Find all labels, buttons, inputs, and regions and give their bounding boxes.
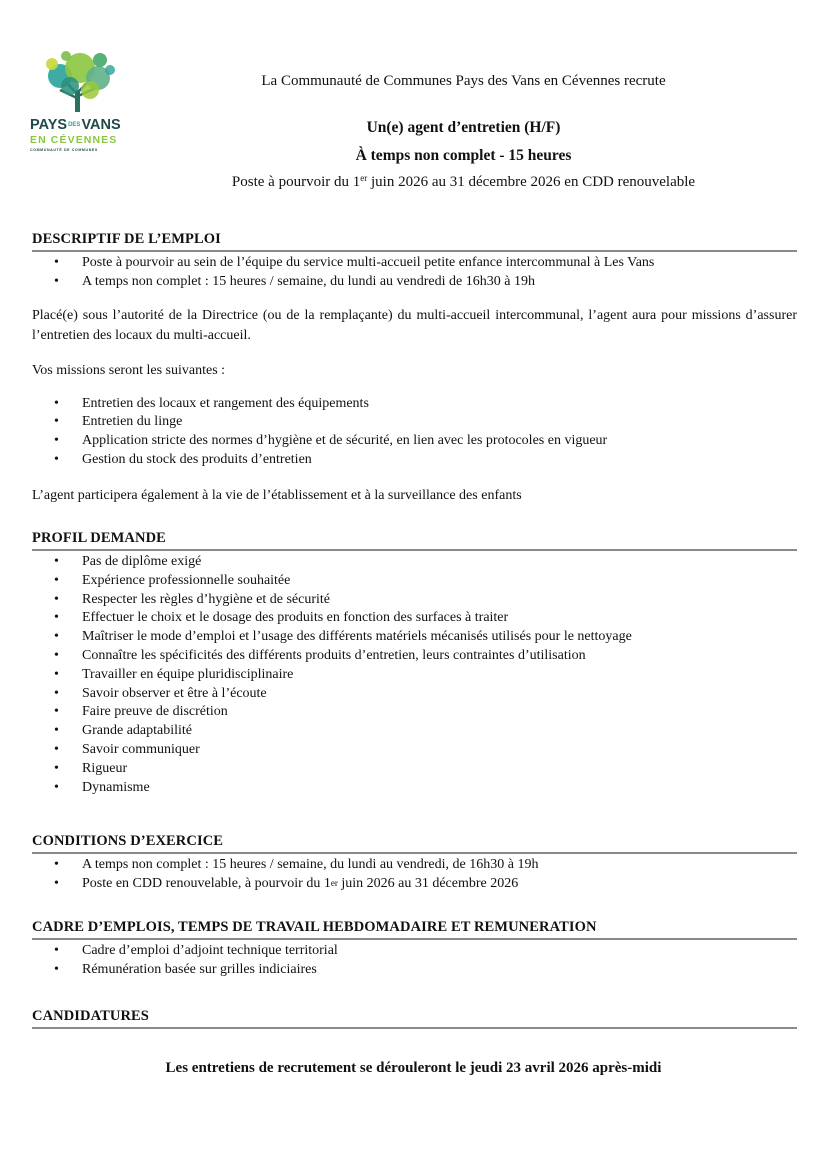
list-item: • Rigueur xyxy=(32,760,797,779)
logo-text-pays: PAYS xyxy=(30,117,68,133)
job-period-start: Poste à pourvoir du 1 xyxy=(231,174,361,190)
descriptif-paragraph: Placé(e) sous l’autorité de la Directrice (ou de la remplaçante) du multi-accueil intercommunal, l’agent aura pour missions d’assurer l’entretien des locaux du multi-accueil. xyxy=(32,307,797,343)
descriptif-closing: L’agent participera également à la vie de l’établissement et à la surveillance des enfants xyxy=(32,487,522,503)
list-item: • Respecter les règles d’hygiène et de sécurité xyxy=(32,591,797,610)
list-item: • Travailler en équipe pluridisciplinaire xyxy=(32,666,797,685)
list-item xyxy=(32,875,797,894)
header-org: La Communauté de Communes Pays des Vans en Cévennes recrute xyxy=(261,73,666,89)
list-item: • Effectuer le choix et le dosage des produits en fonction des surfaces à traiter xyxy=(32,609,797,628)
section-title: CONDITIONS D’EXERCICE xyxy=(32,833,797,854)
list-item: • Pas de diplôme exigé xyxy=(32,553,797,572)
list-item: • Application stricte des normes d’hygiène et de sécurité, en lien avec les protocoles en vigueur xyxy=(32,432,797,451)
list-item: • Faire preuve de discrétion xyxy=(32,703,797,722)
cadre-list xyxy=(32,942,797,980)
missions-list xyxy=(32,395,797,470)
profil-list xyxy=(32,553,797,797)
section-title: PROFIL DEMANDE xyxy=(32,530,797,551)
section-conditions xyxy=(32,833,797,894)
conditions-period-start: Poste en CDD renouvelable, à pourvoir du 1 xyxy=(82,875,331,891)
list-item: • Entretien des locaux et rangement des équipements xyxy=(32,395,797,414)
section-profil xyxy=(32,530,797,797)
list-item: • A temps non complet : 15 heures / semaine, du lundi au vendredi, de 16h30 à 19h xyxy=(32,856,797,875)
list-item: • Poste à pourvoir au sein de l’équipe du service multi-accueil petite enfance intercommunal à Les Vans xyxy=(32,254,797,273)
missions-intro: Vos missions seront les suivantes : xyxy=(32,362,226,378)
descriptif-list xyxy=(32,254,797,292)
job-period-sup: er xyxy=(360,173,368,183)
section-title: DESCRIPTIF DE L’EMPLOI xyxy=(32,231,797,252)
list-item: • Gestion du stock des produits d’entretien xyxy=(32,451,797,470)
list-item: • Dynamisme xyxy=(32,779,797,798)
interview-note: Les entretiens de recrutement se dérouleront le jeudi 23 avril 2026 après-midi xyxy=(165,1060,662,1076)
logo-text-cevennes: EN CÉVENNES xyxy=(30,134,118,146)
section-title: CADRE D’EMPLOIS, TEMPS DE TRAVAIL HEBDOMADAIRE ET REMUNERATION xyxy=(32,919,797,940)
list-item: • Grande adaptabilité xyxy=(32,722,797,741)
list-item: • Maîtriser le mode d’emploi et l’usage des différents matériels mécanisés utilisés pour le nettoyage xyxy=(32,628,797,647)
logo-text-vans: VANS xyxy=(81,117,121,133)
list-item: • Connaître les spécificités des différents produits d’entretien, leurs contraintes d’utilisation xyxy=(32,647,797,666)
section-title: CANDIDATURES xyxy=(32,1008,797,1029)
job-title: Un(e) agent d’entretien (H/F) xyxy=(366,119,561,136)
section-candidatures xyxy=(32,1008,797,1029)
job-period xyxy=(50,174,827,191)
logo xyxy=(30,46,126,158)
list-item: • Rémunération basée sur grilles indiciaires xyxy=(32,961,797,980)
list-item: • A temps non complet : 15 heures / semaine, du lundi au vendredi de 16h30 à 19h xyxy=(32,273,797,292)
logo-text-communaute: COMMUNAUTÉ DE COMMUNES xyxy=(30,148,98,152)
list-item: • Savoir communiquer xyxy=(32,741,797,760)
section-cadre xyxy=(32,919,797,980)
list-item: • Savoir observer et être à l’écoute xyxy=(32,685,797,704)
job-hours: À temps non complet - 15 heures xyxy=(355,147,572,164)
logo-text-des: DES xyxy=(68,122,81,129)
conditions-period-end: juin 2026 au 31 décembre 2026 xyxy=(337,875,519,891)
list-item: • Expérience professionnelle souhaitée xyxy=(32,572,797,591)
list-item: • Entretien du linge xyxy=(32,413,797,432)
section-descriptif xyxy=(32,231,797,506)
list-item: • Cadre d’emploi d’adjoint technique territorial xyxy=(32,942,797,961)
conditions-list xyxy=(32,856,797,894)
conditions-period-sup: er xyxy=(330,877,338,888)
job-period-end: juin 2026 au 31 décembre 2026 en CDD renouvelable xyxy=(367,174,696,190)
